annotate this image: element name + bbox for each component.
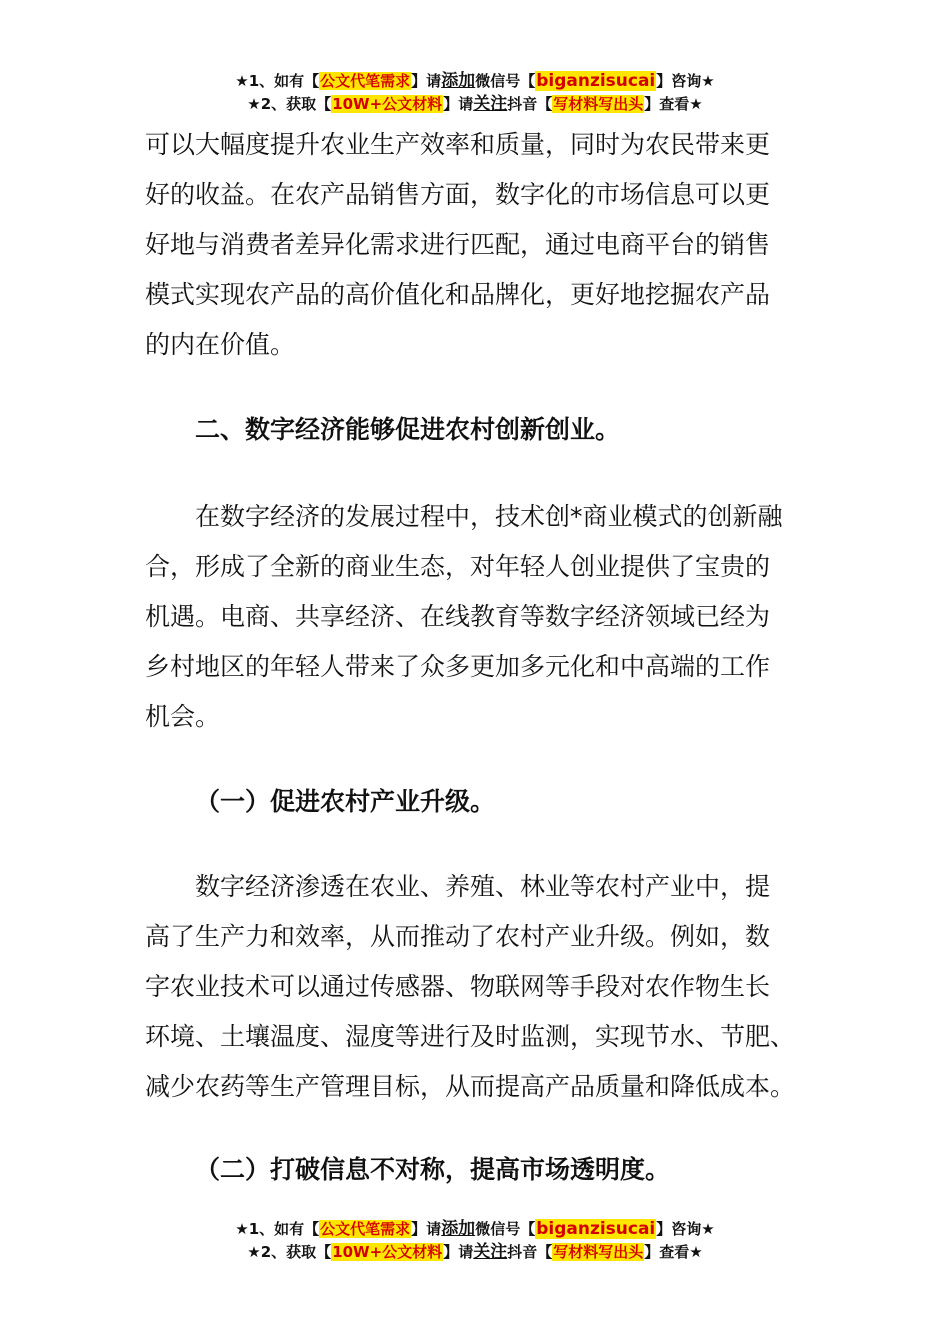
banner-text: 微信号【 — [475, 1220, 536, 1238]
bottom-banner — [0, 1218, 950, 1264]
highlight-writing-service: 公文代笔需求 — [320, 1220, 411, 1238]
banner-line-1 — [0, 1218, 950, 1241]
text-line: 数字经济渗透在农业、养殖、林业等农村产业中，提 — [195, 872, 771, 901]
text-line: 模式实现农产品的高价值化和品牌化，更好地挖掘农产品 — [145, 280, 771, 309]
subsection-heading-1: （一）促进农村产业升级。 — [195, 787, 496, 816]
document-body — [145, 120, 805, 370]
banner-text: 抖音【 — [507, 95, 553, 113]
banner-text: ★2、获取【 — [247, 1243, 332, 1261]
banner-text: 】咨询★ — [656, 72, 715, 90]
banner-line-2 — [0, 1241, 950, 1264]
text-line: 的内在价值。 — [145, 330, 296, 359]
banner-line-2 — [0, 93, 950, 116]
highlight-materials: 10W+公文材料 — [332, 1243, 443, 1261]
banner-underlined: 关注 — [473, 94, 508, 114]
banner-text: 】请 — [411, 72, 442, 90]
text-line: 高了生产力和效率，从而推动了农村产业升级。例如，数 — [145, 922, 771, 951]
banner-text: 】请 — [411, 1220, 442, 1238]
top-banner — [0, 70, 950, 116]
subsection-heading-2: （二）打破信息不对称，提高市场透明度。 — [195, 1155, 671, 1184]
banner-text: 】咨询★ — [656, 1220, 715, 1238]
banner-text: 】请 — [443, 95, 474, 113]
highlight-wechat-id: biganzisucai — [536, 71, 656, 91]
text-line: 字农业技术可以通过传感器、物联网等手段对农作物生长 — [145, 972, 771, 1001]
banner-underlined: 关注 — [473, 1242, 508, 1262]
highlight-wechat-id: biganzisucai — [536, 1219, 656, 1239]
text-line: 机会。 — [145, 702, 221, 731]
banner-text: 】查看★ — [644, 1243, 703, 1261]
banner-underlined: 添加 — [441, 1219, 476, 1239]
text-line: 减少农药等生产管理目标，从而提高产品质量和降低成本。 — [145, 1072, 796, 1101]
paragraph-1 — [145, 120, 805, 370]
text-line: 可以大幅度提升农业生产效率和质量，同时为农民带来更 — [145, 130, 771, 159]
banner-text: ★2、获取【 — [247, 95, 332, 113]
text-line: 环境、土壤温度、湿度等进行及时监测，实现节水、节肥、 — [145, 1022, 796, 1051]
text-line: 好的收益。在农产品销售方面，数字化的市场信息可以更 — [145, 180, 771, 209]
paragraph-3 — [145, 862, 805, 1112]
banner-text: ★1、如有【 — [235, 1220, 320, 1238]
banner-text: ★1、如有【 — [235, 72, 320, 90]
text-line: 机遇。电商、共享经济、在线教育等数字经济领域已经为 — [145, 602, 771, 631]
section-heading-2: 二、数字经济能够促进农村创新创业。 — [195, 415, 621, 444]
banner-text: 】查看★ — [644, 95, 703, 113]
banner-text: 微信号【 — [475, 72, 536, 90]
paragraph-2 — [145, 492, 805, 742]
highlight-writing-service: 公文代笔需求 — [320, 72, 411, 90]
text-line: 好地与消费者差异化需求进行匹配，通过电商平台的销售 — [145, 230, 771, 259]
highlight-materials: 10W+公文材料 — [332, 95, 443, 113]
highlight-douyin-id: 写材料写出头 — [553, 1243, 644, 1261]
banner-text: 】请 — [443, 1243, 474, 1261]
text-line: 合，形成了全新的商业生态，对年轻人创业提供了宝贵的 — [145, 552, 771, 581]
text-line: 乡村地区的年轻人带来了众多更加多元化和中高端的工作 — [145, 652, 771, 681]
text-line: 在数字经济的发展过程中，技术创*商业模式的创新融 — [195, 502, 783, 531]
banner-line-1 — [0, 70, 950, 93]
highlight-douyin-id: 写材料写出头 — [553, 95, 644, 113]
banner-text: 抖音【 — [507, 1243, 553, 1261]
banner-underlined: 添加 — [441, 71, 476, 91]
